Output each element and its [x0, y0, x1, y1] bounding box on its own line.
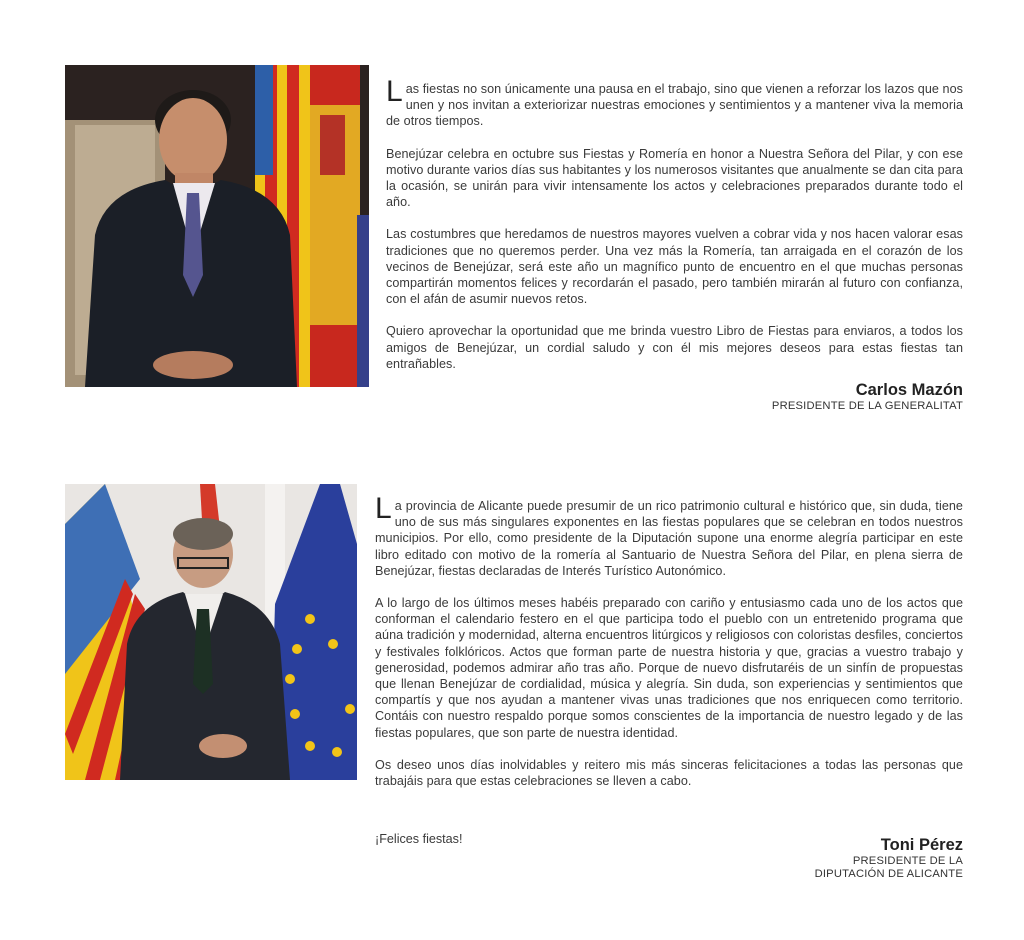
paragraph: Quiero aprovechar la oportunidad que me brinda vuestro Libro de Fiestas para enviaros, a todos los amigos de Benejúzar, un cordial saludo y con él mis mejores deseos para estas fiestas tan entrañables. — [386, 324, 963, 371]
first-paragraph-text: a provincia de Alicante puede presumir de un rico patrimonio cultural e histórico que, sin duda, tiene uno de sus más singulares exponentes en las fiestas populares que se celebran en todos nuestros municipios. Por ello, como presidente de la Diputación supone una enorme alegría participar en este libro editado con motivo de la romería al Santuario de Nuestra Señora del Pilar, en plena sierra de Benejúzar, fiestas declaradas de Interés Turístico Autonómico. — [375, 499, 963, 578]
drop-cap: L — [386, 75, 403, 108]
portrait-photo-toni-perez — [65, 484, 357, 780]
signer-role: PRESIDENTE DE LA GENERALITAT — [771, 400, 963, 412]
paragraph: Las costumbres que heredamos de nuestros mayores vuelven a cobrar vida y nos hacen valorar esas tradiciones que no queremos perder. Una vez más la Romería, tan arraigada en el corazón de los vecinos de Benejúzar, será este año un magnífico punto de encuentro en el que muchas personas compartirán momentos felices y recordarán el pasado, pero también mirarán al futuro con confianza, con el afán de asumir nuevos retos. — [386, 227, 963, 307]
signer-name: Toni Pérez — [880, 836, 963, 854]
paragraph: Os deseo unos días inolvidables y reitero mis más sinceras felicitaciones a todas las personas que trabajáis para que estas celebraciones se lleven a cabo. — [375, 757, 963, 789]
portrait-image — [65, 484, 357, 780]
letter-text-toni-perez — [375, 492, 963, 805]
first-paragraph-text: as fiestas no son únicamente una pausa en el trabajo, sino que vienen a reforzar los lazos que nos unen y nos invitan a exteriorizar nuestras emociones y sentimientos y a mantener viva la memoria de otros tiempos. — [386, 82, 963, 129]
paragraph — [386, 75, 963, 130]
portrait-photo-carlos-mazon — [65, 65, 369, 387]
portrait-image — [65, 65, 369, 387]
signature-toni-perez — [815, 835, 963, 881]
signer-role-line-2: DIPUTACIÓN DE ALICANTE — [814, 868, 963, 880]
paragraph: Benejúzar celebra en octubre sus Fiestas y Romería en honor a Nuestra Señora del Pilar, y con ese motivo durante varios días sus habitantes y los numerosos visitantes que anualmente se dan cita para la ocasión, se unirán para vivir intensamente los actos y celebraciones preparados durante todo el año. — [386, 146, 963, 210]
signer-name: Carlos Mazón — [855, 381, 963, 399]
letter-text-carlos-mazon — [386, 75, 963, 388]
closing-line: ¡Felices fiestas! — [375, 832, 463, 846]
drop-cap: L — [375, 492, 392, 525]
signature-carlos-mazon — [772, 380, 963, 413]
paragraph — [375, 492, 963, 579]
paragraph: A lo largo de los últimos meses habéis preparado con cariño y entusiasmo cada uno de los actos que conforman el calendario festero en el que participa todo el pueblo con un entretenido programa que aúna tradición y modernidad, alterna encuentros litúrgicos y religiosos con coloristas desfiles, conciertos y festivales folklóricos. Actos que forman parte de nuestra historia y que, gracias a vuestro trabajo y generosidad, podemos admirar año tras año. Porque de nuevo disfrutaréis de un sinfín de propuestas que llenan Benejúzar de cordialidad, música y alegría. Sin duda, son experiencias y sentimientos que compartís y que nos ayudan a mantener vivas unas tradiciones que nos enriquecen como territorio. Contáis con nuestro respaldo porque somos conscientes de la importancia de nuestro legado y de las fiestas populares, que son parte de nuestra identidad. — [375, 596, 963, 740]
signer-role-line-1: PRESIDENTE DE LA — [852, 855, 963, 867]
